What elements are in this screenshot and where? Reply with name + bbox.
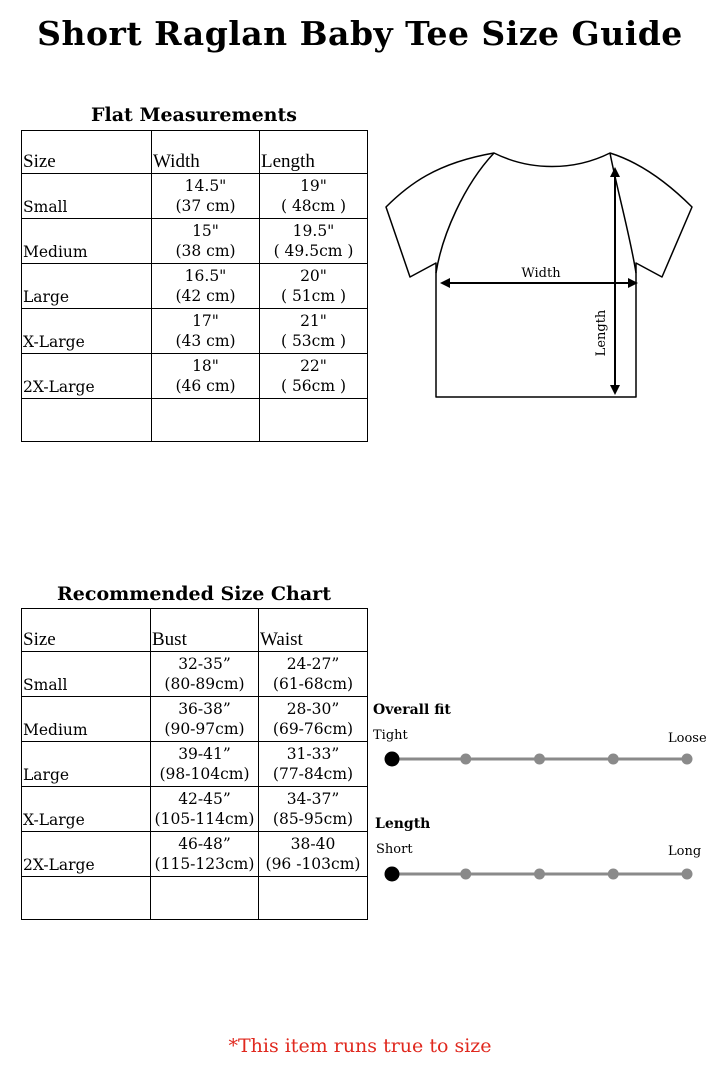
fit-scale-dot — [608, 754, 619, 765]
length-cell: 19.5" ( 49.5cm ) — [260, 219, 368, 264]
waist-cell: 24-27” (61-68cm) — [259, 652, 368, 697]
recommended-size-table — [21, 608, 368, 920]
width-label: Width — [521, 266, 561, 281]
size-cell: 2X-Large — [22, 832, 151, 877]
waist-cell: 34-37” (85-95cm) — [259, 787, 368, 832]
width-cell: 15" (38 cm) — [152, 219, 260, 264]
bust-cell: 36-38” (90-97cm) — [151, 697, 259, 742]
header-length: Length — [260, 131, 368, 174]
length-scale-dot — [460, 869, 471, 880]
width-cell: 18" (46 cm) — [152, 354, 260, 399]
table-header-row — [22, 609, 368, 652]
length-cell: 19" ( 48cm ) — [260, 174, 368, 219]
flat-table-title: Flat Measurements — [91, 104, 297, 126]
table-row — [22, 697, 368, 742]
length-scale-dot — [608, 869, 619, 880]
fit-scale-dot — [682, 754, 693, 765]
true-to-size-note: *This item runs true to size — [228, 1035, 492, 1057]
length-left-label: Short — [376, 842, 413, 857]
size-cell: Medium — [22, 697, 151, 742]
bust-cell: 39-41” (98-104cm) — [151, 742, 259, 787]
fit-scale-dot — [534, 754, 545, 765]
table-row — [22, 219, 368, 264]
length-scale-selected-dot — [385, 867, 400, 882]
waist-cell: 31-33” (77-84cm) — [259, 742, 368, 787]
bust-cell: 42-45” (105-114cm) — [151, 787, 259, 832]
fit-left-label: Tight — [373, 728, 408, 743]
tshirt-diagram — [380, 145, 700, 415]
header-bust: Bust — [151, 609, 259, 652]
size-cell: Small — [22, 652, 151, 697]
length-label: Length — [594, 309, 609, 357]
waist-cell: 28-30” (69-76cm) — [259, 697, 368, 742]
arrow-down-icon — [610, 385, 620, 395]
length-scale-title: Length — [375, 816, 431, 832]
raglan-seam-left — [436, 153, 494, 273]
flat-measurements-table — [21, 130, 368, 442]
width-cell: 14.5" (37 cm) — [152, 174, 260, 219]
table-row — [22, 787, 368, 832]
page-title: Short Raglan Baby Tee Size Guide — [37, 14, 683, 53]
size-cell: 2X-Large — [22, 354, 152, 399]
bust-cell: 46-48” (115-123cm) — [151, 832, 259, 877]
arrow-left-icon — [440, 278, 450, 288]
fit-scale-dot — [460, 754, 471, 765]
fit-scale — [375, 745, 705, 775]
table-row — [22, 309, 368, 354]
header-size: Size — [22, 609, 151, 652]
header-waist: Waist — [259, 609, 368, 652]
waist-cell: 38-40 (96 -103cm) — [259, 832, 368, 877]
length-cell: 22" ( 56cm ) — [260, 354, 368, 399]
size-cell: X-Large — [22, 309, 152, 354]
length-cell: 21" ( 53cm ) — [260, 309, 368, 354]
empty-row — [22, 877, 368, 920]
header-width: Width — [152, 131, 260, 174]
size-cell: Small — [22, 174, 152, 219]
length-right-label: Long — [668, 844, 702, 859]
empty-row — [22, 399, 368, 442]
size-cell: Large — [22, 742, 151, 787]
fit-right-label: Loose — [668, 731, 707, 746]
width-cell: 17" (43 cm) — [152, 309, 260, 354]
width-cell: 16.5" (42 cm) — [152, 264, 260, 309]
length-scale-dot — [682, 869, 693, 880]
arrow-up-icon — [610, 167, 620, 177]
size-cell: Medium — [22, 219, 152, 264]
table-row — [22, 174, 368, 219]
table-row — [22, 652, 368, 697]
bust-cell: 32-35” (80-89cm) — [151, 652, 259, 697]
table-row — [22, 354, 368, 399]
size-cell: Large — [22, 264, 152, 309]
table-header-row — [22, 131, 368, 174]
length-cell: 20" ( 51cm ) — [260, 264, 368, 309]
fit-scale-selected-dot — [385, 752, 400, 767]
fit-scale-title: Overall fit — [373, 702, 451, 718]
table-row — [22, 264, 368, 309]
recommended-table-title: Recommended Size Chart — [57, 583, 331, 605]
header-size: Size — [22, 131, 152, 174]
length-scale-dot — [534, 869, 545, 880]
length-scale — [375, 860, 705, 890]
table-row — [22, 832, 368, 877]
table-row — [22, 742, 368, 787]
size-cell: X-Large — [22, 787, 151, 832]
